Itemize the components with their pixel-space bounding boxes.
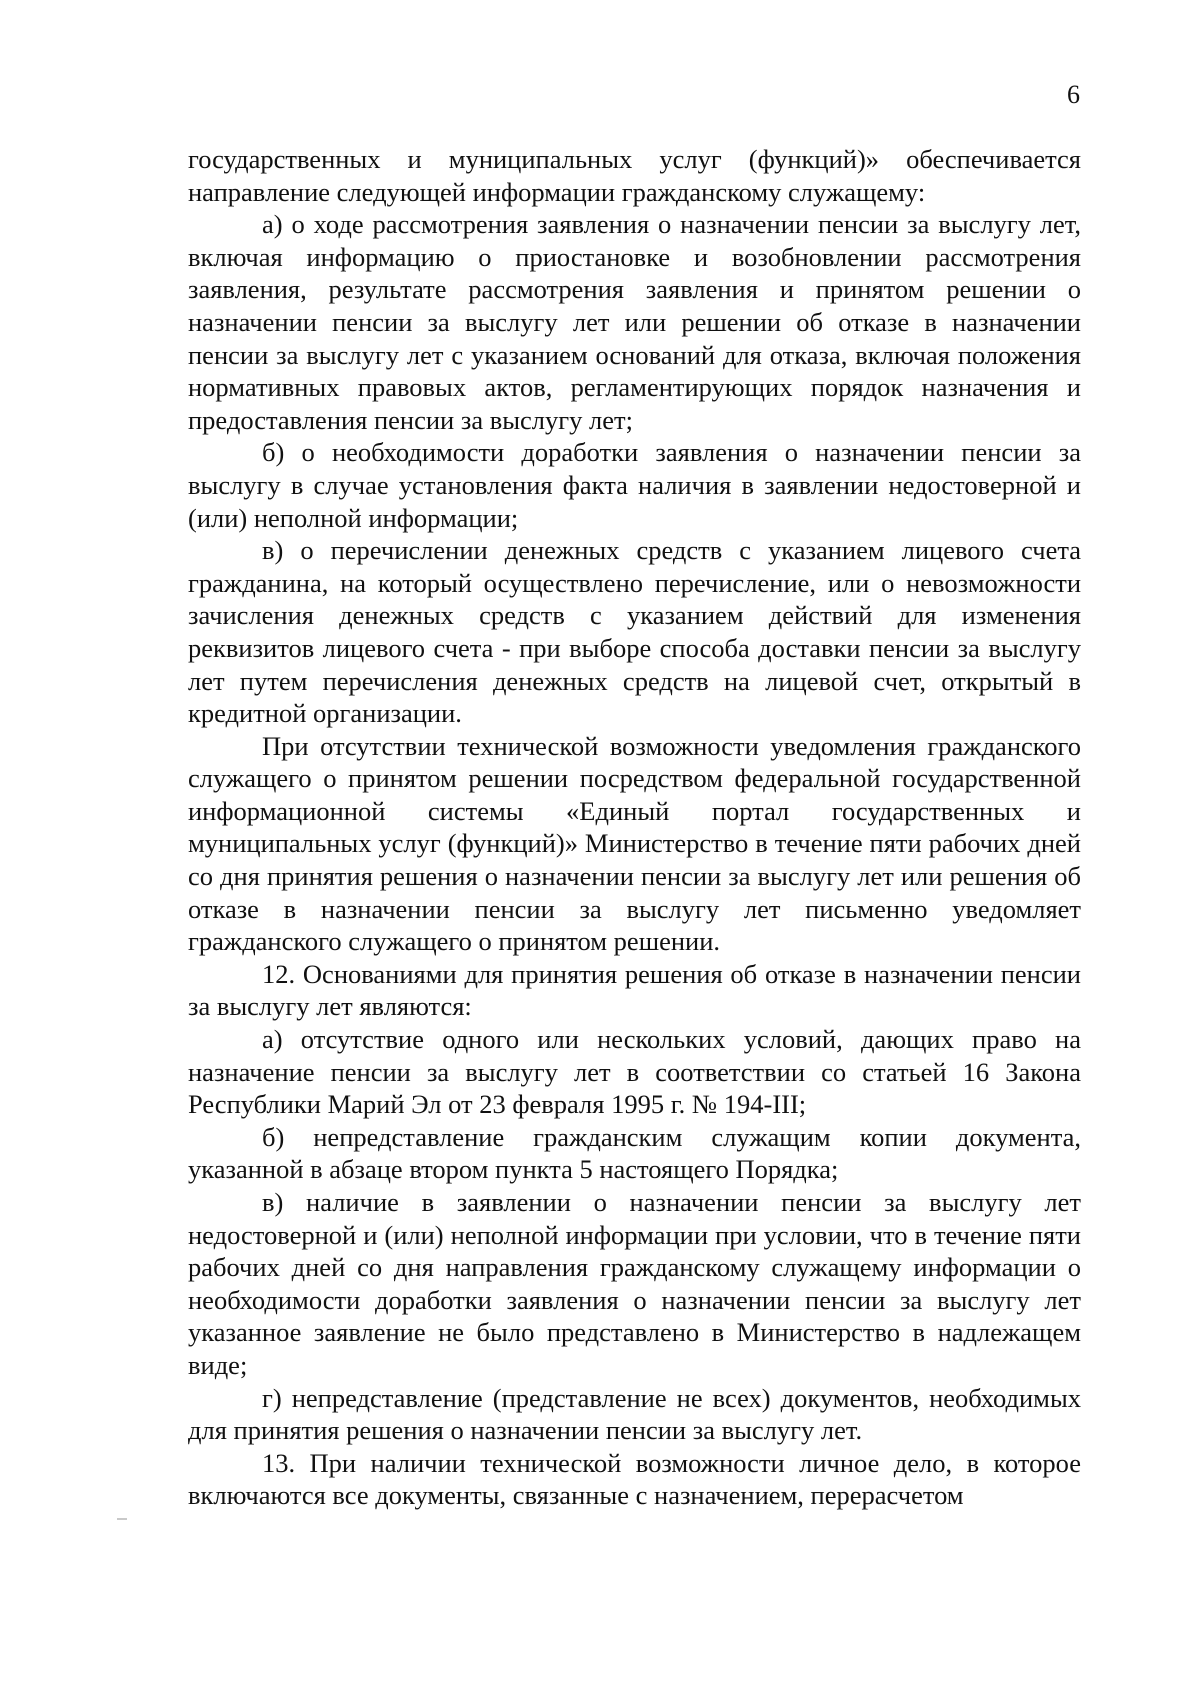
paragraph-12-item-g: г) непредставление (представление не всех) документов, необходимых для принятия решения о назначении пенсии за выслугу лет.	[188, 1382, 1081, 1446]
paragraph-12-item-v: в) наличие в заявлении о назначении пенсии за выслугу лет недостоверной и (или) неполной информации при условии, что в течение пяти рабочих дней со дня направления гражданскому служащему информации о необходимости доработки заявления о назначении пенсии за выслугу лет указанное заявление не было представлено в Министерство в надлежащем виде;	[188, 1187, 1081, 1380]
paragraph-12-item-b: б) непредставление гражданским служащим копии документа, указанной в абзаце втором пункта 5 настоящего Порядка;	[188, 1121, 1081, 1185]
paragraph-item-a: а) о ходе рассмотрения заявления о назначении пенсии за выслугу лет, включая информацию о приостановке и возобновлении рассмотрения заявления, результате рассмотрения заявления и принятом решении о назначении пенсии за выслугу лет или решении об отказе в назначении пенсии за выслугу лет с указанием оснований для отказа, включая положения нормативных правовых актов, регламентирующих порядок назначения и предоставления пенсии за выслугу лет;	[188, 209, 1081, 435]
paragraph-section-13: 13. При наличии технической возможности личное дело, в которое включаются все документы, связанные с назначением, перерасчетом	[188, 1447, 1081, 1511]
paragraph-section-12: 12. Основаниями для принятия решения об отказе в назначении пенсии за выслугу лет являются:	[188, 958, 1081, 1022]
paragraph-item-b: б) о необходимости доработки заявления о назначении пенсии за выслугу в случае установления факта наличия в заявлении недостоверной и (или) неполной информации;	[188, 437, 1081, 533]
paragraph-no-tech-possibility: При отсутствии технической возможности уведомления гражданского служащего о принятом решении посредством федеральной государственной информационной системы «Единый портал государственных и муниципальных услуг (функций)» Министерство в течение пяти рабочих дней со дня принятия решения о назначении пенсии за выслугу лет или решения об отказе в назначении пенсии за выслугу лет письменно уведомляет гражданского служащего о принятом решении.	[188, 730, 1081, 957]
paragraph-12-item-a: а) отсутствие одного или нескольких условий, дающих право на назначение пенсии за выслугу лет в соответствии со статьей 16 Закона Республики Марий Эл от 23 февраля 1995 г. № 194-III;	[188, 1024, 1081, 1120]
document-body	[188, 143, 1081, 1512]
page-number: 6	[1067, 80, 1080, 109]
paragraph-item-v: в) о перечислении денежных средств с указанием лицевого счета гражданина, на который осуществлено перечисление, или о невозможности зачисления денежных средств с указанием действий для изменения реквизитов лицевого счета - при выборе способа доставки пенсии за выслугу лет путем перечисления денежных средств на лицевой счет, открытый в кредитной организации.	[188, 535, 1081, 729]
paragraph-continuation: государственных и муниципальных услуг (функций)» обеспечивается направление следующей информации гражданскому служащему:	[188, 144, 1081, 207]
scan-mark	[117, 1518, 127, 1520]
